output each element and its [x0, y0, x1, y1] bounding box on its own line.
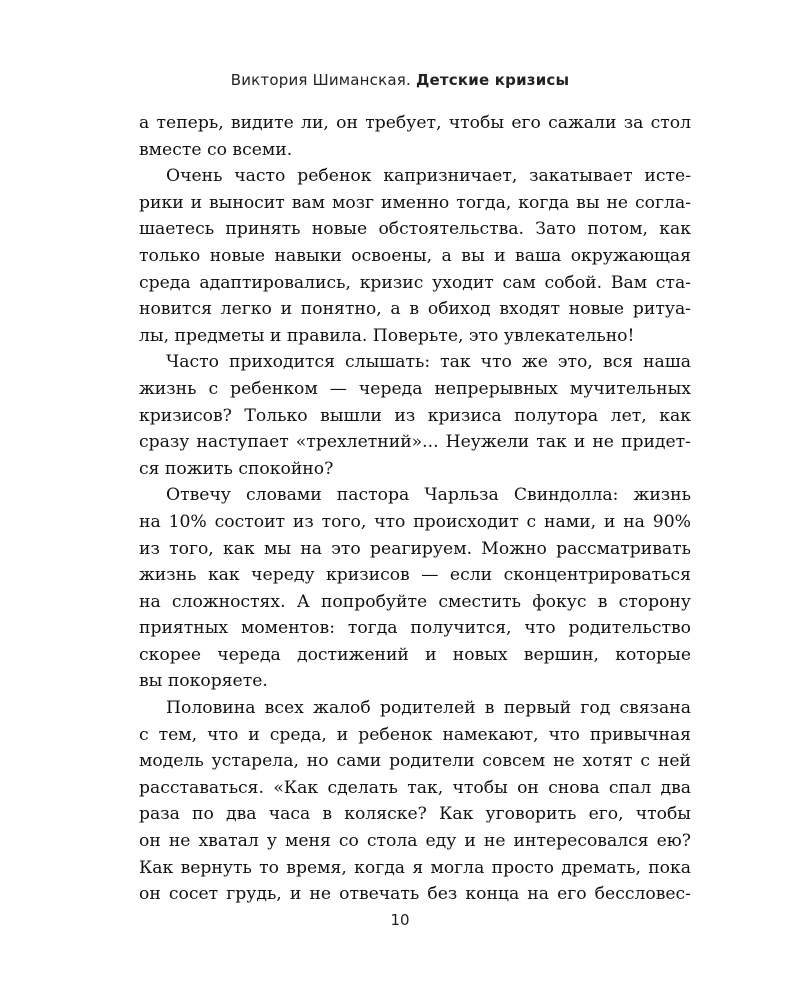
text-line: рики и выносит вам мозг именно тогда, когда вы не согла-	[139, 192, 691, 213]
text-line: на сложностях. А попробуйте сместить фокус в сторону	[139, 591, 691, 612]
text-line: ся пожить спокойно?	[139, 458, 334, 479]
text-line: с тем, что и среда, и ребенок намекают, что привычная	[139, 724, 691, 745]
text-line: Как вернуть то время, когда я могла просто дремать, пока	[139, 857, 691, 878]
text-line: а теперь, видите ли, он требует, чтобы его сажали за стол	[139, 113, 691, 133]
text-line: модель устарела, но сами родители совсем не хотят с ней	[139, 751, 691, 772]
text-line: вы покоряете.	[139, 671, 268, 692]
running-head-author: Виктория Шиманская.	[230, 71, 411, 89]
text-line: кризисов? Только вышли из кризиса полутора лет, как	[139, 405, 691, 426]
running-head	[0, 71, 800, 89]
text-line: жизнь с ребенком — череда непрерывных мучительных	[139, 378, 691, 399]
running-head-title: Детские кризисы	[415, 71, 570, 89]
page-number: 10	[390, 911, 410, 929]
text-line: лы, предметы и правила. Поверьте, это увлекательно!	[139, 325, 635, 346]
text-line: новится легко и понятно, а в обиход входят новые ритуа-	[139, 299, 691, 320]
text-line: Отвечу словами пастора Чарльза Свиндолла: жизнь	[166, 485, 691, 506]
text-line: раза по два часа в коляске? Как уговорить его, чтобы	[139, 804, 691, 825]
text-line: он сосет грудь, и не отвечать без конца на его бессловес-	[139, 884, 691, 905]
text-line: скорее череда достижений и новых вершин, которые	[139, 644, 691, 665]
text-line: на 10% состоит из того, что происходит с нами, и на 90%	[139, 511, 691, 532]
text-line: расставаться. «Как сделать так, чтобы он снова спал два	[139, 777, 691, 798]
text-line: приятных моментов: тогда получится, что родительство	[139, 618, 691, 639]
text-line: из того, как мы на это реагируем. Можно рассматривать	[139, 538, 691, 559]
text-line: жизнь как череду кризисов — если сконцентрироваться	[139, 565, 691, 586]
text-line: сразу наступает «трехлетний»... Неужели так и не придет-	[139, 432, 691, 453]
text-line: вместе со всеми.	[139, 139, 293, 160]
text-line: только новые навыки освоены, а вы и ваша окружающая	[139, 245, 691, 266]
body-text	[139, 110, 691, 908]
text-line: Половина всех жалоб родителей в первый год связана	[166, 698, 691, 719]
text-line: шаетесь принять новые обстоятельства. Зато потом, как	[139, 219, 691, 240]
text-line: среда адаптировались, кризис уходит сам собой. Вам ста-	[139, 272, 691, 293]
text-line: он не хватал у меня со стола еду и не интересовался ею?	[139, 831, 691, 852]
text-line: Очень часто ребенок капризничает, закатывает исте-	[166, 166, 691, 187]
text-line: Часто приходится слышать: так что же это, вся наша	[166, 352, 691, 373]
